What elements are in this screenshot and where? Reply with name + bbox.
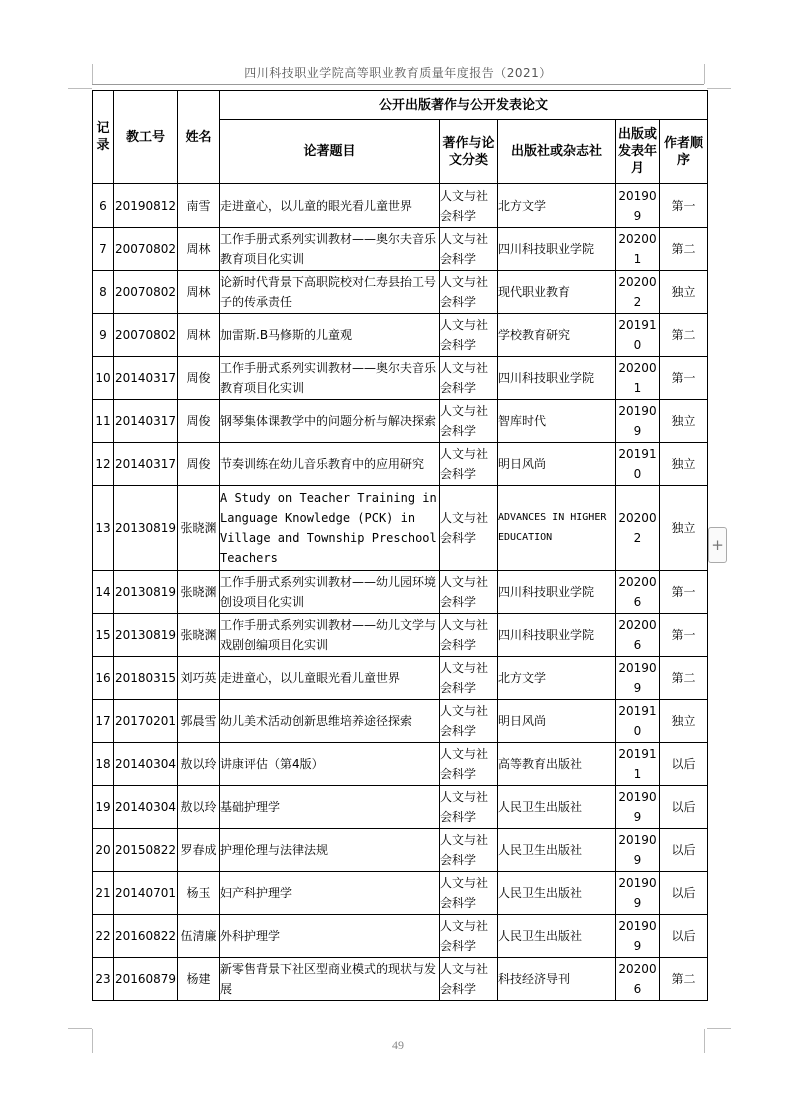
cell-publisher: 人民卫生出版社 — [498, 872, 616, 915]
cell-pub-date: 202006 — [616, 571, 660, 614]
cell-name: 张晓渊 — [178, 614, 220, 657]
cell-category: 人文与社会科学 — [440, 786, 498, 829]
cell-pub-date: 201909 — [616, 915, 660, 958]
cell-name: 罗春成 — [178, 829, 220, 872]
cell-publisher: 人民卫生出版社 — [498, 829, 616, 872]
col-header-name: 姓名 — [178, 91, 220, 184]
table-row — [93, 743, 708, 786]
cell-pub-date: 201910 — [616, 700, 660, 743]
cell-title: 节奏训练在幼儿音乐教育中的应用研究 — [220, 443, 440, 486]
col-header-category: 著作与论文分类 — [440, 120, 498, 184]
cell-record: 12 — [93, 443, 114, 486]
cell-publisher: 学校教育研究 — [498, 314, 616, 357]
page-number: 49 — [392, 1038, 404, 1052]
cell-publisher: 四川科技职业学院 — [498, 571, 616, 614]
cell-category: 人文与社会科学 — [440, 657, 498, 700]
cell-title: 加雷斯.B马修斯的儿童观 — [220, 314, 440, 357]
cell-pub-date: 202002 — [616, 486, 660, 571]
cell-publisher: 四川科技职业学院 — [498, 228, 616, 271]
cell-category: 人文与社会科学 — [440, 228, 498, 271]
cell-title: 讲康评估（第4版） — [220, 743, 440, 786]
cell-record: 10 — [93, 357, 114, 400]
cell-title: 钢琴集体课教学中的问题分析与解决探索 — [220, 400, 440, 443]
cell-staff-id: 20070802 — [114, 228, 178, 271]
cell-pub-date: 202006 — [616, 614, 660, 657]
cell-name: 张晓渊 — [178, 571, 220, 614]
table-row — [93, 184, 708, 228]
cell-publisher: 四川科技职业学院 — [498, 357, 616, 400]
crop-mark — [707, 1028, 731, 1029]
cell-order: 独立 — [660, 443, 708, 486]
col-header-pub-date: 出版或发表年月 — [616, 120, 660, 184]
col-header-staff-id: 教工号 — [114, 91, 178, 184]
cell-order: 第二 — [660, 228, 708, 271]
table-row — [93, 443, 708, 486]
cell-staff-id: 20130819 — [114, 486, 178, 571]
cell-staff-id: 20160879 — [114, 958, 178, 1001]
cell-title: 新零售背景下社区型商业模式的现状与发展 — [220, 958, 440, 1001]
crop-mark — [704, 64, 705, 84]
cell-title: 基础护理学 — [220, 786, 440, 829]
cell-record: 20 — [93, 829, 114, 872]
table-row — [93, 657, 708, 700]
cell-publisher: 北方文学 — [498, 184, 616, 228]
crop-mark — [68, 1028, 92, 1029]
cell-staff-id: 20070802 — [114, 314, 178, 357]
cell-category: 人文与社会科学 — [440, 271, 498, 314]
cell-category: 人文与社会科学 — [440, 486, 498, 571]
cell-staff-id: 20140317 — [114, 443, 178, 486]
table-row — [93, 872, 708, 915]
col-header-title: 论著题目 — [220, 120, 440, 184]
cell-pub-date: 201909 — [616, 872, 660, 915]
table-row — [93, 915, 708, 958]
cell-publisher: 智库时代 — [498, 400, 616, 443]
cell-staff-id: 20140304 — [114, 786, 178, 829]
cell-pub-date: 202001 — [616, 357, 660, 400]
cell-category: 人文与社会科学 — [440, 314, 498, 357]
cell-record: 9 — [93, 314, 114, 357]
cell-name: 周林 — [178, 228, 220, 271]
table-row — [93, 486, 708, 571]
cell-order: 独立 — [660, 271, 708, 314]
cell-publisher: 高等教育出版社 — [498, 743, 616, 786]
cell-record: 18 — [93, 743, 114, 786]
cell-record: 22 — [93, 915, 114, 958]
cell-order: 以后 — [660, 786, 708, 829]
cell-staff-id: 20180315 — [114, 657, 178, 700]
cell-staff-id: 20150822 — [114, 829, 178, 872]
cell-name: 伍清廉 — [178, 915, 220, 958]
cell-publisher: ADVANCES IN HIGHER EDUCATION — [498, 486, 616, 571]
cell-order: 以后 — [660, 829, 708, 872]
cell-pub-date: 201909 — [616, 786, 660, 829]
cell-staff-id: 20140701 — [114, 872, 178, 915]
cell-order: 以后 — [660, 915, 708, 958]
cell-title: 幼儿美术活动创新思维培养途径探索 — [220, 700, 440, 743]
cell-publisher: 明日风尚 — [498, 700, 616, 743]
crop-mark — [707, 88, 731, 89]
table-row — [93, 571, 708, 614]
crop-mark — [68, 88, 92, 89]
cell-staff-id: 20130819 — [114, 571, 178, 614]
cell-order: 独立 — [660, 700, 708, 743]
cell-name: 周俊 — [178, 357, 220, 400]
cell-staff-id: 20140304 — [114, 743, 178, 786]
cell-order: 第一 — [660, 184, 708, 228]
cell-title: 论新时代背景下高职院校对仁寿县抬工号子的传承责任 — [220, 271, 440, 314]
cell-name: 杨建 — [178, 958, 220, 1001]
cell-staff-id: 20130819 — [114, 614, 178, 657]
cell-name: 周林 — [178, 271, 220, 314]
cell-name: 刘巧英 — [178, 657, 220, 700]
table-row — [93, 829, 708, 872]
table-row — [93, 314, 708, 357]
cell-record: 11 — [93, 400, 114, 443]
cell-title: 工作手册式系列实训教材——幼儿园环境创设项目化实训 — [220, 571, 440, 614]
table-row — [93, 400, 708, 443]
cell-title: 工作手册式系列实训教材——幼儿文学与戏剧创编项目化实训 — [220, 614, 440, 657]
report-header-title: 四川科技职业学院高等职业教育质量年度报告（2021） — [244, 66, 552, 80]
cell-name: 敖以玲 — [178, 743, 220, 786]
cell-category: 人文与社会科学 — [440, 915, 498, 958]
cell-order: 以后 — [660, 743, 708, 786]
cell-order: 第一 — [660, 614, 708, 657]
col-header-order: 作者顺序 — [660, 120, 708, 184]
cell-publisher: 四川科技职业学院 — [498, 614, 616, 657]
table-row — [93, 614, 708, 657]
table-row — [93, 228, 708, 271]
col-header-publisher: 出版社或杂志社 — [498, 120, 616, 184]
cell-pub-date: 202001 — [616, 228, 660, 271]
cell-title: 走进童心，以儿童的眼光看儿童世界 — [220, 184, 440, 228]
cell-pub-date: 202006 — [616, 958, 660, 1001]
cell-name: 杨玉 — [178, 872, 220, 915]
table-row — [93, 786, 708, 829]
cell-record: 17 — [93, 700, 114, 743]
cell-record: 16 — [93, 657, 114, 700]
cell-title: A Study on Teacher Training in Language Knowledge (PCK) in Village and Township Preschool Teachers — [220, 486, 440, 571]
cell-pub-date: 201909 — [616, 400, 660, 443]
cell-order: 第一 — [660, 357, 708, 400]
cell-order: 第二 — [660, 314, 708, 357]
cell-category: 人文与社会科学 — [440, 743, 498, 786]
cell-record: 23 — [93, 958, 114, 1001]
cell-record: 21 — [93, 872, 114, 915]
cell-staff-id: 20170201 — [114, 700, 178, 743]
cell-record: 6 — [93, 184, 114, 228]
cell-publisher: 科技经济导刊 — [498, 958, 616, 1001]
cell-record: 8 — [93, 271, 114, 314]
col-header-record: 记录 — [93, 91, 114, 184]
crop-mark — [704, 1029, 705, 1053]
cell-pub-date: 201911 — [616, 743, 660, 786]
cell-title: 外科护理学 — [220, 915, 440, 958]
publications-table — [92, 90, 708, 1001]
cell-title: 妇产科护理学 — [220, 872, 440, 915]
cell-name: 敖以玲 — [178, 786, 220, 829]
cell-staff-id: 20140317 — [114, 400, 178, 443]
cell-category: 人文与社会科学 — [440, 571, 498, 614]
cell-record: 19 — [93, 786, 114, 829]
cell-order: 第一 — [660, 571, 708, 614]
cell-staff-id: 20190812 — [114, 184, 178, 228]
table-row — [93, 357, 708, 400]
cell-name: 张晓渊 — [178, 486, 220, 571]
cell-pub-date: 201910 — [616, 314, 660, 357]
cell-publisher: 现代职业教育 — [498, 271, 616, 314]
cell-category: 人文与社会科学 — [440, 614, 498, 657]
cell-category: 人文与社会科学 — [440, 829, 498, 872]
cell-staff-id: 20160822 — [114, 915, 178, 958]
table-row — [93, 700, 708, 743]
cell-category: 人文与社会科学 — [440, 400, 498, 443]
cell-publisher: 北方文学 — [498, 657, 616, 700]
cell-publisher: 人民卫生出版社 — [498, 915, 616, 958]
cell-order: 独立 — [660, 486, 708, 571]
col-group-header: 公开出版著作与公开发表论文 — [220, 91, 708, 120]
cell-name: 南雪 — [178, 184, 220, 228]
cell-category: 人文与社会科学 — [440, 443, 498, 486]
cell-publisher: 明日风尚 — [498, 443, 616, 486]
cell-name: 周林 — [178, 314, 220, 357]
cell-pub-date: 201909 — [616, 829, 660, 872]
cell-staff-id: 20140317 — [114, 357, 178, 400]
cell-order: 第二 — [660, 958, 708, 1001]
cell-pub-date: 201909 — [616, 184, 660, 228]
cell-record: 15 — [93, 614, 114, 657]
cell-name: 周俊 — [178, 400, 220, 443]
table-row — [93, 958, 708, 1001]
cell-category: 人文与社会科学 — [440, 184, 498, 228]
cell-pub-date: 202002 — [616, 271, 660, 314]
cell-category: 人文与社会科学 — [440, 872, 498, 915]
cell-order: 以后 — [660, 872, 708, 915]
cell-category: 人文与社会科学 — [440, 357, 498, 400]
cell-order: 独立 — [660, 400, 708, 443]
cell-publisher: 人民卫生出版社 — [498, 786, 616, 829]
expand-button[interactable]: + — [708, 527, 727, 563]
cell-title: 护理伦理与法律法规 — [220, 829, 440, 872]
cell-name: 周俊 — [178, 443, 220, 486]
table-row — [93, 271, 708, 314]
cell-category: 人文与社会科学 — [440, 700, 498, 743]
cell-record: 13 — [93, 486, 114, 571]
cell-staff-id: 20070802 — [114, 271, 178, 314]
cell-name: 郭晨雪 — [178, 700, 220, 743]
cell-pub-date: 201910 — [616, 443, 660, 486]
cell-title: 工作手册式系列实训教材——奥尔夫音乐教育项目化实训 — [220, 228, 440, 271]
cell-title: 工作手册式系列实训教材——奥尔夫音乐教育项目化实训 — [220, 357, 440, 400]
cell-category: 人文与社会科学 — [440, 958, 498, 1001]
cell-title: 走进童心，以儿童眼光看儿童世界 — [220, 657, 440, 700]
cell-record: 7 — [93, 228, 114, 271]
cell-record: 14 — [93, 571, 114, 614]
cell-order: 第二 — [660, 657, 708, 700]
cell-pub-date: 201909 — [616, 657, 660, 700]
header-rule — [92, 84, 704, 85]
